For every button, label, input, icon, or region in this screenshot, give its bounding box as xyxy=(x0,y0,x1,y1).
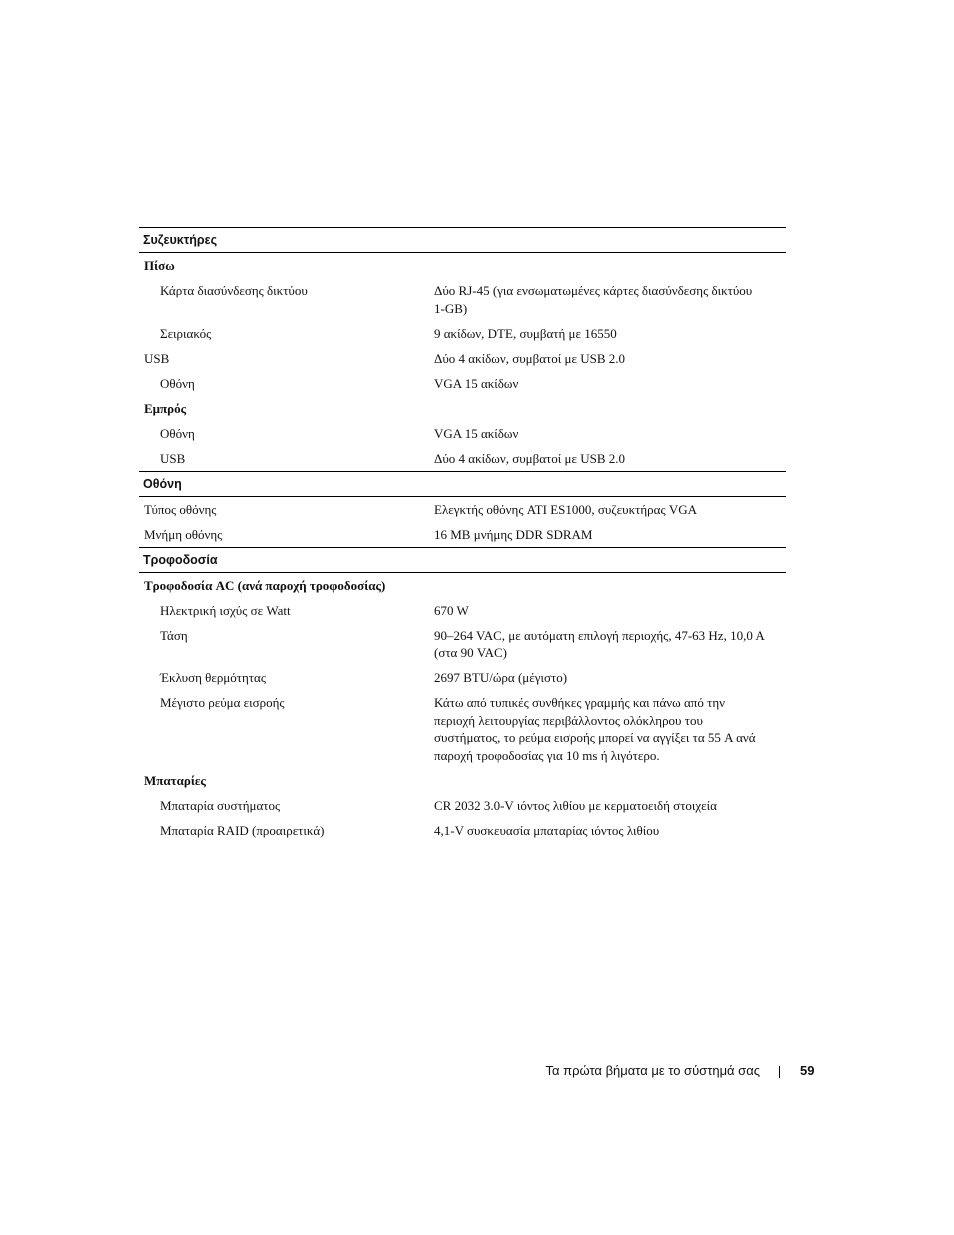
row-label: Ηλεκτρική ισχύς σε Watt xyxy=(160,602,291,618)
row-value: CR 2032 3.0-V ιόντος λιθίου με κερματοειδή στοιχεία xyxy=(434,797,717,813)
table-row xyxy=(139,321,786,346)
row-label: Μπαταρία RAID (προαιρετικά) xyxy=(160,822,325,838)
table-row xyxy=(139,818,786,843)
row-label: Τάση xyxy=(160,627,188,643)
row-value xyxy=(434,257,786,275)
table-row xyxy=(139,396,786,421)
table-row xyxy=(139,346,786,371)
table-row xyxy=(139,573,786,598)
subsection-label-ac-power: Τροφοδοσία AC (ανά παροχή τροφοδοσίας) xyxy=(144,577,386,593)
subsection-label-batteries: Μπαταρίες xyxy=(144,772,206,788)
table-row xyxy=(139,793,786,818)
page-number: 59 xyxy=(800,1063,815,1078)
row-label: Έκλυση θερμότητας xyxy=(160,670,266,685)
row-value: Ελεγκτής οθόνης ATI ES1000, συζευκτήρας VGA xyxy=(434,501,698,517)
row-label: Σειριακός xyxy=(160,325,212,341)
row-value: 2697 BTU/ώρα (μέγιστο) xyxy=(434,670,568,685)
table-row xyxy=(139,497,786,522)
row-label: USB xyxy=(160,450,186,466)
row-label: USB xyxy=(144,350,170,366)
row-value: Δύο 4 ακίδων, συμβατοί με USB 2.0 xyxy=(434,450,625,466)
row-value xyxy=(434,772,786,790)
table-row xyxy=(139,278,786,321)
row-label: Κάρτα διασύνδεσης δικτύου xyxy=(160,283,308,298)
table-row xyxy=(139,665,786,690)
table-row xyxy=(139,421,786,446)
row-value xyxy=(434,400,786,418)
section-header-connectors: Συζευκτήρες xyxy=(139,227,786,253)
page-footer xyxy=(0,1061,954,1081)
row-value: 670 W xyxy=(434,602,469,618)
row-value: 4,1-V συσκευασία μπαταρίας ιόντος λιθίου xyxy=(434,822,660,838)
row-label: Μπαταρία συστήματος xyxy=(160,797,281,813)
section-header-display: Οθόνη xyxy=(139,471,786,497)
table-row xyxy=(139,253,786,278)
row-value: Δύο RJ-45 (για ενσωματωμένες κάρτες διασύνδεσης δικτύου 1-GB) xyxy=(434,283,753,316)
row-label: Οθόνη xyxy=(160,425,195,441)
subsection-label-front: Εμπρός xyxy=(144,400,187,416)
row-value: VGA 15 ακίδων xyxy=(434,375,519,391)
row-value: Δύο 4 ακίδων, συμβατοί με USB 2.0 xyxy=(434,350,625,366)
table-row xyxy=(139,690,786,768)
row-value: Κάτω από τυπικές συνθήκες γραμμής και πάνω από την περιοχή λειτουργίας περιβάλλοντος ολόκληρου του συστήματος, το ρεύμα εισροής μπορεί να αγγίξει τα 55 A ανά παροχή τροφοδοσίας για 10 ms ή λιγότερο. xyxy=(434,695,756,763)
row-label: Μνήμη οθόνης xyxy=(144,526,223,542)
row-value: VGA 15 ακίδων xyxy=(434,425,519,441)
footer-separator xyxy=(779,1066,780,1078)
row-value: 16 MB μνήμης DDR SDRAM xyxy=(434,526,593,542)
table-row xyxy=(139,768,786,793)
row-value: 90–264 VAC, με αυτόματη επιλογή περιοχής, 47-63 Hz, 10,0 A (στα 90 VAC) xyxy=(434,627,765,660)
table-row xyxy=(139,598,786,623)
specifications-table xyxy=(139,227,786,843)
row-label: Οθόνη xyxy=(160,375,195,391)
row-value: 9 ακίδων, DTE, συμβατή με 16550 xyxy=(434,325,617,341)
subsection-label-rear: Πίσω xyxy=(144,258,175,273)
row-label: Μέγιστο ρεύμα εισροής xyxy=(160,695,285,710)
table-row xyxy=(139,371,786,396)
table-row xyxy=(139,522,786,547)
footer-title: Τα πρώτα βήματα με το σύστημά σας xyxy=(545,1063,760,1078)
row-label: Τύπος οθόνης xyxy=(144,501,217,517)
table-row xyxy=(139,446,786,471)
table-row xyxy=(139,623,786,666)
section-header-power: Τροφοδοσία xyxy=(139,547,786,573)
